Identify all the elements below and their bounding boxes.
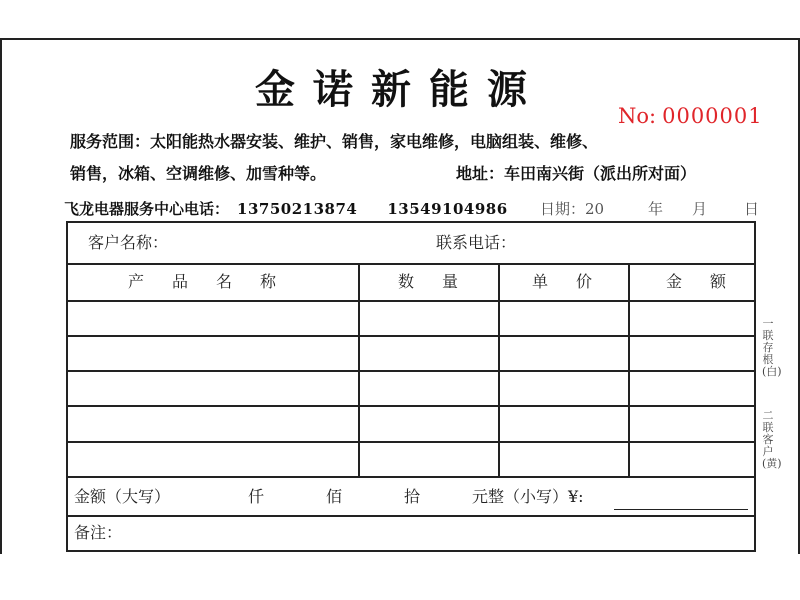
- unit-yuan-label: 元整（小写）¥:: [472, 487, 584, 506]
- service-center-line: [64, 202, 508, 217]
- document-title: 金诺新能源: [255, 66, 545, 113]
- serial-number: [618, 104, 763, 128]
- copy-note-customer: 二联客户(黄): [762, 409, 782, 470]
- address-text: 地址：车田南兴街（派出所对面）: [456, 164, 697, 183]
- column-header-unit-price: 单价: [532, 272, 621, 291]
- row-divider: [68, 335, 754, 337]
- date-day-label: 日: [744, 200, 760, 218]
- service-scope-text: 销售，冰箱、空调维修、加雪种等。: [70, 164, 327, 183]
- receipt-form-table: [66, 221, 756, 552]
- amount-figure-underline: [614, 509, 748, 510]
- column-divider: [628, 263, 630, 476]
- date-month-label: 月: [692, 200, 708, 218]
- row-divider: [68, 441, 754, 443]
- phone-number-1: 13750213874: [237, 200, 358, 218]
- amount-words-label: 金额（大写）: [74, 487, 171, 506]
- column-divider: [498, 263, 500, 476]
- row-divider: [68, 263, 754, 265]
- row-divider: [68, 370, 754, 372]
- remark-label: 备注：: [74, 523, 123, 542]
- row-divider: [68, 515, 754, 517]
- copy-note-stub: 一联存根(白): [762, 317, 782, 378]
- date-label: 日期：20: [540, 200, 605, 218]
- column-header-product: 产品名称: [128, 272, 305, 291]
- unit-shi-label: 拾: [404, 487, 421, 506]
- row-divider: [68, 405, 754, 407]
- column-header-quantity: 数量: [398, 272, 487, 291]
- unit-qian-label: 仟: [248, 487, 265, 506]
- column-header-amount: 金额: [666, 272, 755, 291]
- serial-value: 0000001: [662, 104, 763, 128]
- phone-number-2: 13549104986: [387, 200, 508, 218]
- service-scope-line1: 服务范围：太阳能热水器安装、维护、销售，家电维修，电脑组装、维修、: [70, 132, 599, 151]
- column-divider: [358, 263, 360, 476]
- serial-label: No:: [618, 104, 657, 128]
- service-scope-line2: [70, 164, 697, 183]
- sheet-top-border: [0, 38, 800, 40]
- sheet-left-border: [0, 38, 2, 554]
- customer-name-label: 客户名称：: [88, 233, 169, 252]
- contact-phone-label: 联系电话：: [436, 233, 517, 252]
- date-year-label: 年: [648, 200, 664, 218]
- unit-bai-label: 佰: [326, 487, 343, 506]
- service-center-label: 飞龙电器服务中心电话：: [64, 200, 230, 218]
- row-divider: [68, 300, 754, 302]
- row-divider: [68, 476, 754, 478]
